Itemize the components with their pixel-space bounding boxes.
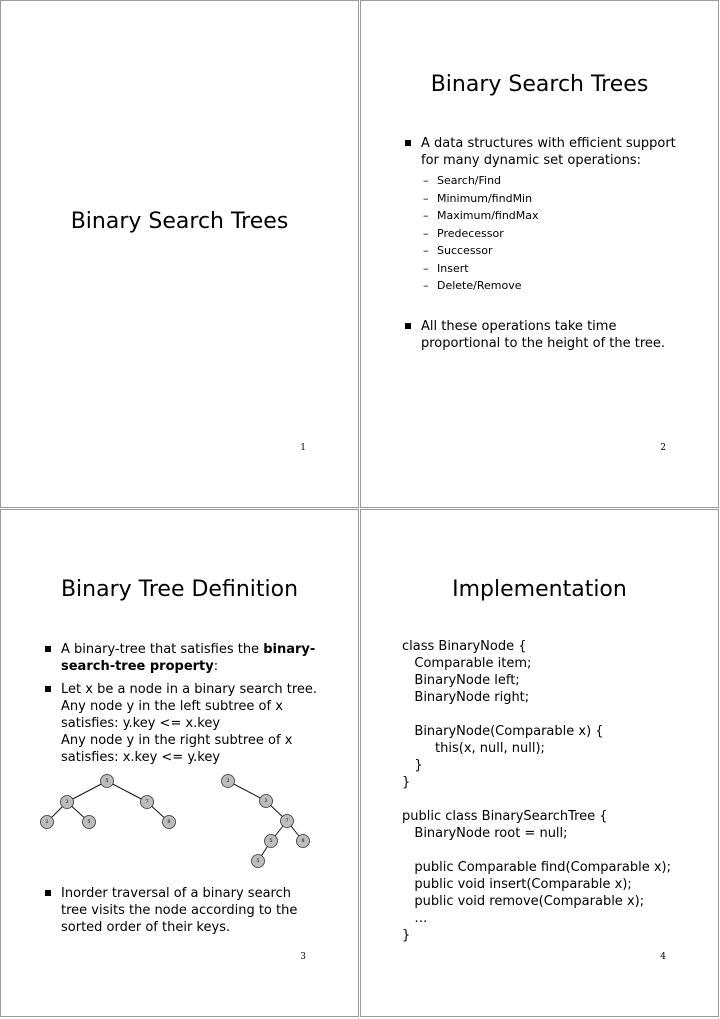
bullet-item	[403, 318, 693, 352]
bullet-text: All these operations take time proportional to the height of the tree.	[421, 318, 666, 351]
sub-item: – Delete/Remove	[421, 277, 693, 295]
code-line: BinaryNode(Comparable x) {	[402, 724, 604, 739]
code-line	[402, 791, 671, 808]
code-line: }	[402, 758, 423, 773]
bullet-item	[403, 135, 693, 295]
code-line	[402, 842, 671, 859]
bullet-text: A data structures with efficient support for many dynamic set operations:	[421, 136, 676, 168]
page-number: 1	[300, 443, 306, 453]
bullet-item	[43, 681, 318, 766]
bst-example-balanced	[31, 770, 181, 840]
bullet-text: Any node y in the right subtree of x satisfies: x.key <= y.key	[61, 733, 293, 765]
bullet-list	[43, 641, 318, 766]
code-line: BinaryNode root = null;	[402, 826, 568, 841]
code-line: …	[402, 911, 428, 926]
page-number: 2	[660, 443, 666, 453]
bullet-item	[43, 885, 308, 936]
code-line: public class BinarySearchTree {	[402, 809, 608, 824]
slide-title: Binary Search Trees	[430, 72, 649, 97]
node-key: 5	[256, 858, 260, 864]
code-line: class BinaryNode {	[402, 639, 527, 654]
slide-3	[0, 509, 359, 1017]
bullet-text-end: :	[213, 659, 219, 674]
node-key: 8	[167, 819, 171, 825]
node-key: 7	[285, 818, 289, 824]
node-key: 8	[301, 838, 305, 844]
code-line: public Comparable find(Comparable x);	[402, 860, 671, 875]
page-number: 4	[660, 952, 666, 962]
node-key: 3	[264, 798, 268, 804]
code-line: BinaryNode left;	[402, 673, 520, 688]
node-key: 7	[145, 799, 149, 805]
code-line: Comparable item;	[402, 656, 532, 671]
bullet-item	[43, 641, 318, 675]
slide-title: Binary Search Trees	[70, 209, 289, 234]
sub-item: – Insert	[421, 260, 693, 278]
slide-title: Binary Tree Definition	[60, 577, 299, 602]
sub-item: – Maximum/findMax	[421, 207, 693, 225]
bullet-text-bold: binary-search-tree property	[61, 642, 316, 674]
code-line	[402, 706, 671, 723]
node-key: 5	[269, 838, 273, 844]
code-line: public void remove(Comparable x);	[402, 894, 645, 909]
page-number: 3	[300, 952, 306, 962]
sub-item: – Successor	[421, 242, 693, 260]
code-line: BinaryNode right;	[402, 690, 530, 705]
sub-item: – Search/Find	[421, 172, 693, 190]
slide-4	[360, 509, 719, 1017]
slide-1	[0, 0, 359, 508]
bullet-text: Let x be a node in a binary search tree. Any node y in the left subtree of x satisfies: y.key <= x.key	[61, 682, 318, 731]
bullet-text-start: A binary-tree that satisfies the	[61, 642, 264, 657]
code-line: }	[402, 928, 411, 943]
operation-list	[421, 172, 693, 295]
code-block	[402, 638, 671, 944]
code-line: }	[402, 775, 411, 790]
sub-item: – Predecessor	[421, 225, 693, 243]
slide-2	[360, 0, 719, 508]
node-key: 2	[226, 778, 230, 784]
sub-item: – Minimum/findMin	[421, 190, 693, 208]
node-key: 3	[65, 799, 69, 805]
bullet-list	[403, 135, 693, 352]
node-key: 2	[45, 819, 49, 825]
node-key: 5	[105, 778, 109, 784]
bullet-text: Inorder traversal of a binary search tree visits the node according to the sorted order of their keys.	[61, 886, 298, 935]
node-key: 5	[87, 819, 91, 825]
bullet-list	[43, 885, 308, 936]
slide-title: Implementation	[452, 577, 627, 602]
code-line: this(x, null, null);	[402, 741, 545, 756]
bst-example-skewed	[211, 770, 321, 876]
code-line: public void insert(Comparable x);	[402, 877, 632, 892]
